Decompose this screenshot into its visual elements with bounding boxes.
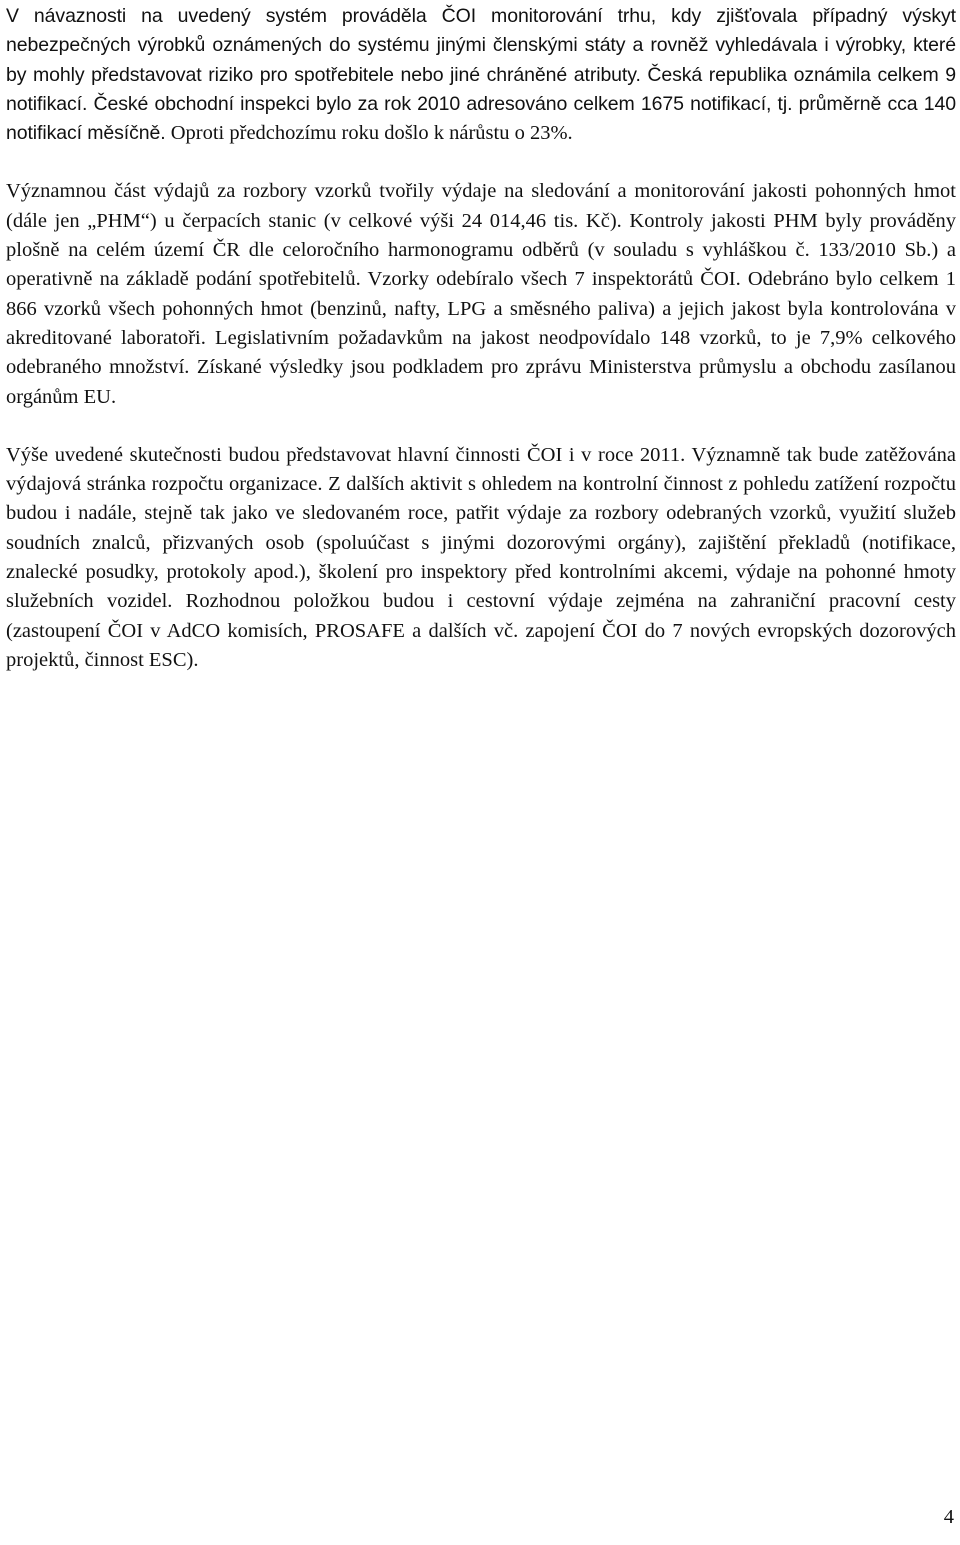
paragraph-notifications-serif-text: Oproti předchozímu roku došlo k nárůstu o 23%. xyxy=(165,122,573,145)
paragraph-notifications xyxy=(6,2,956,148)
page-number: 4 xyxy=(943,1506,954,1528)
paragraph-2011-activities: Výše uvedené skutečnosti budou představovat hlavní činnosti ČOI i v roce 2011. Významně tak bude zatěžována výdajová stránka rozpočtu organizace. Z dalších aktivit s ohledem na kontrolní činnost z pohledu zatížení rozpočtu budou i nadále, stejně tak jako ve sledovaném roce, patřit výdaje za rozbory odebraných vzorků, využití služeb soudních znalců, přizvaných osob (spoluúčast s jinými dozorovými orgány), zajištění překladů (notifikace, znalecké posudky, protokoly apod.), školení pro inspektory před kontrolními akcemi, výdaje na pohonné hmoty služebních vozidel. Rozhodnou položkou budou i cestovní výdaje zejména na zahraniční pracovní cesty (zastoupení ČOI v AdCO komisích, PROSAFE a dalších vč. zapojení ČOI do 7 nových evropských dozorových projektů, činnost ESC). xyxy=(6,443,956,671)
paragraph-fuel-quality: Významnou část výdajů za rozbory vzorků tvořily výdaje na sledování a monitorování jakosti pohonných hmot (dále jen „PHM“) u čerpacích stanic (v celkové výši 24 014,46 tis. Kč). Kontroly jakosti PHM byly prováděny plošně na celém území ČR dle celoročního harmonogramu odběrů (v souladu s vyhláškou č. 133/2010 Sb.) a operativně na základě podání spotřebitelů. Vzorky odebíralo všech 7 inspektorátů ČOI. Odebráno bylo celkem 1 866 vzorků všech pohonných hmot (benzinů, nafty, LPG a směsného paliva) a jejich jakost byla kontrolována v akreditované laboratoři. Legislativním požadavkům na jakost neodpovídalo 148 vzorků, to je 7,9% celkového odebraného množství. Získané výsledky jsou podkladem pro zprávu Ministerstva průmyslu a obchodu zasílanou orgánům EU. xyxy=(6,180,956,408)
paragraph-notifications-sans-text: V návaznosti na uvedený systém prováděla ČOI monitorování trhu, kdy zjišťovala případný výskyt nebezpečných výrobků oznámených do systému jinými členskými státy a rovněž vyhledávala i výrobky, které by mohly představovat riziko pro spotřebitele nebo jiné chráněné atributy. Česká republika oznámila celkem 9 notifikací. České obchodní inspekci bylo za rok 2010 adresováno celkem 1675 notifikací, tj. průměrně cca 140 notifikací měsíčně. xyxy=(6,5,956,145)
document-page xyxy=(6,2,956,675)
